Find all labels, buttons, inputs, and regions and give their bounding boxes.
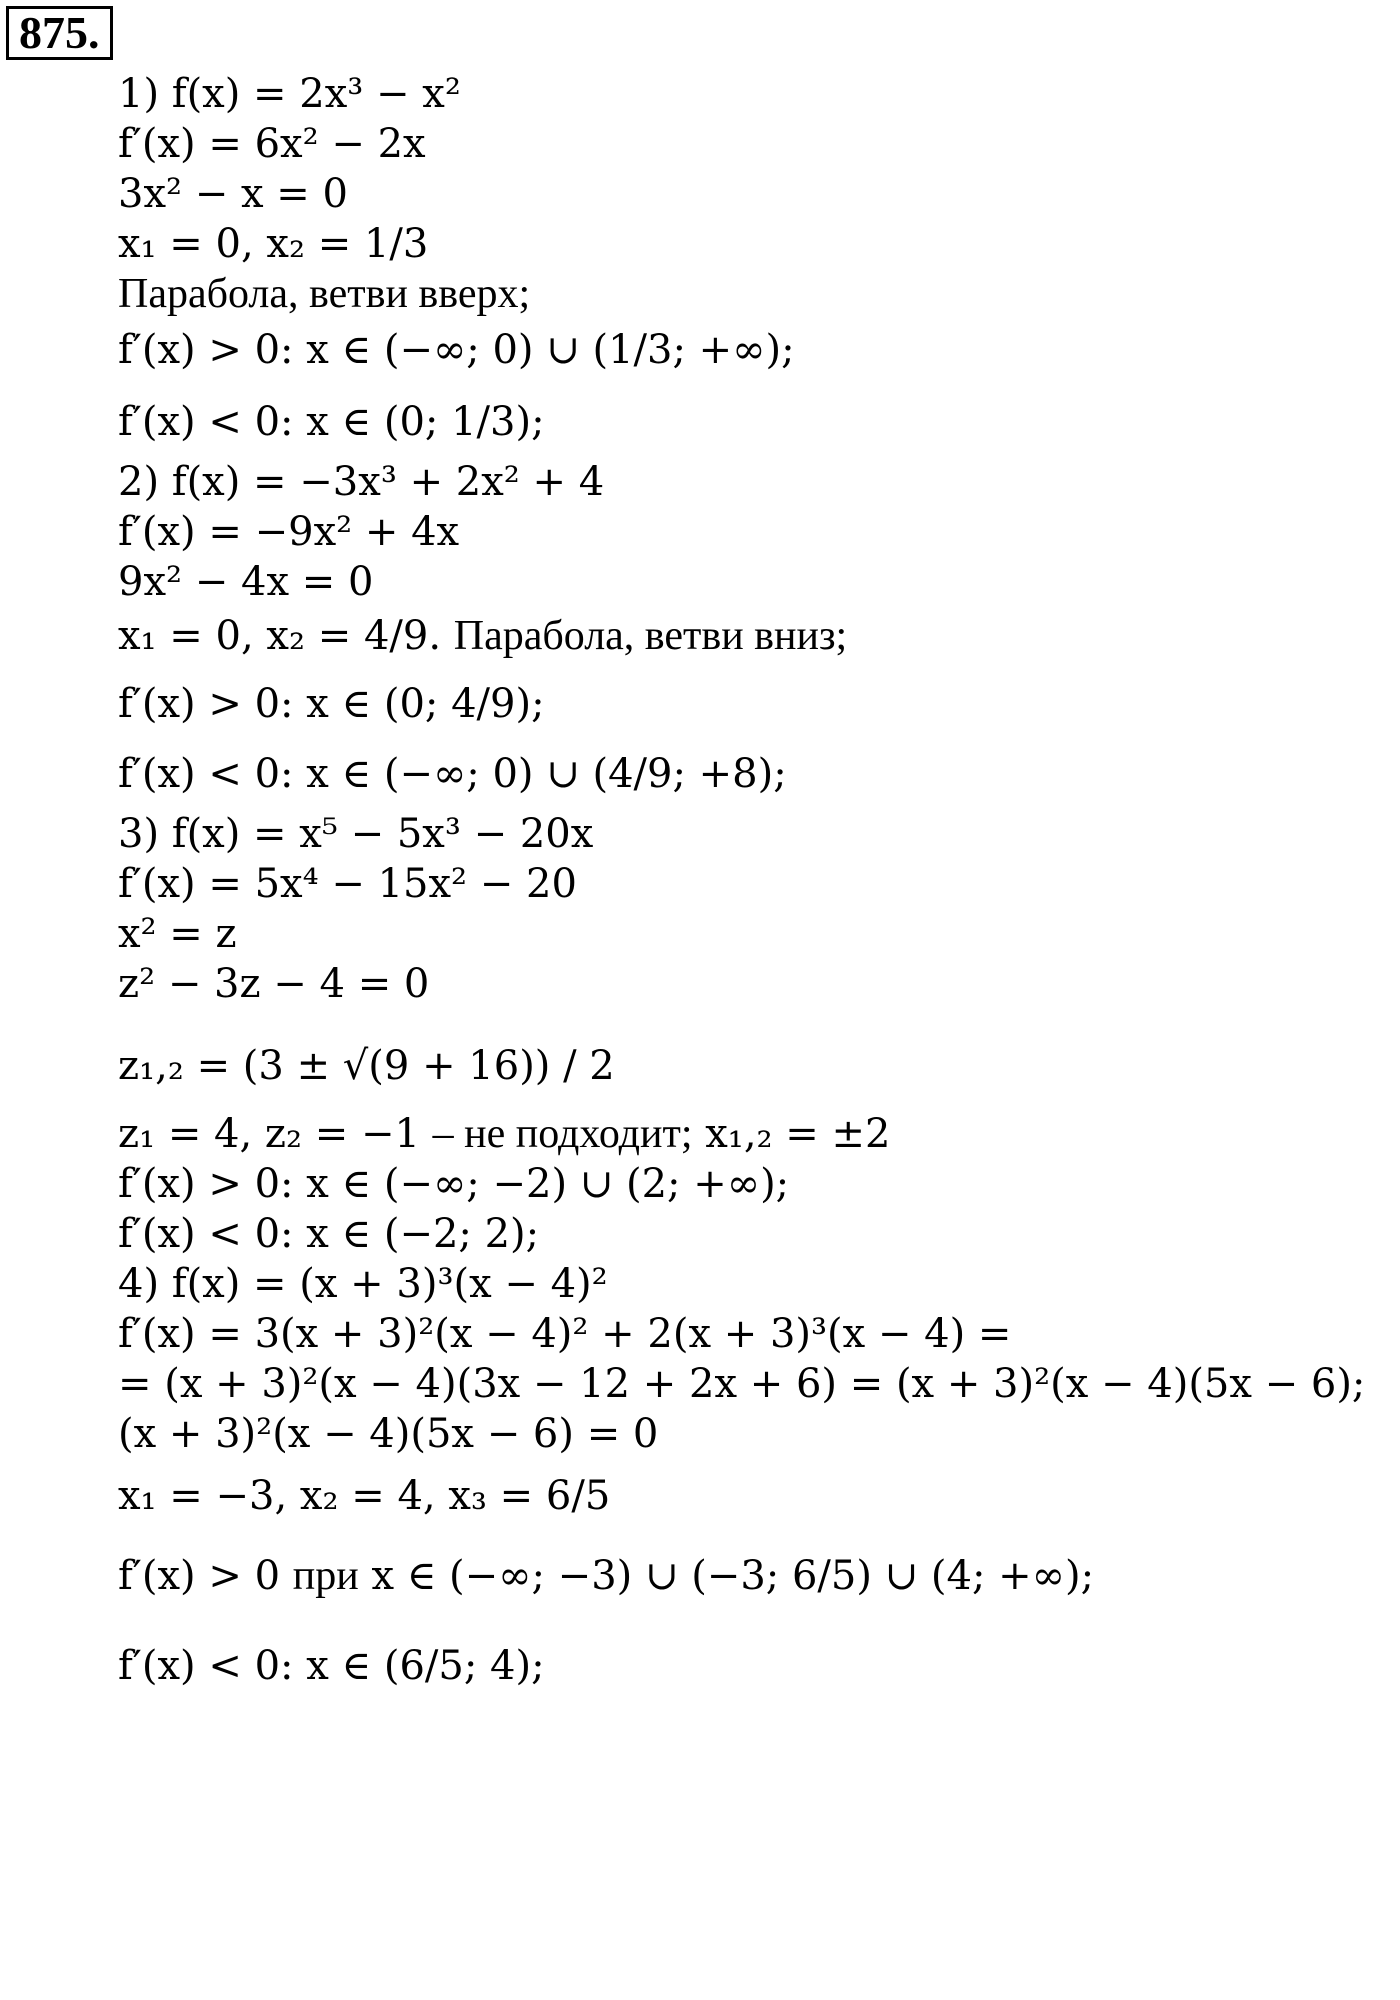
line-27-text: при xyxy=(292,1553,359,1599)
line-2: f′(x) = 6x² − 2x xyxy=(118,121,426,167)
line-23: f′(x) = 3(x + 3)²(x − 4)² + 2(x + 3)³(x − 4) = xyxy=(118,1311,1012,1357)
line-19 xyxy=(118,1108,890,1160)
line-5: Парабола, ветви вверх; xyxy=(118,271,531,317)
line-16: x² = z xyxy=(118,911,237,957)
line-14: 3) f(x) = x⁵ − 5x³ − 20x xyxy=(118,811,594,857)
line-3: 3x² − x = 0 xyxy=(118,171,348,217)
line-24: = (x + 3)²(x − 4)(3x − 12 + 2x + 6) = (x + 3)²(x − 4)(5x − 6); xyxy=(118,1361,1366,1407)
line-13: f′(x) < 0: x ∈ (−∞; 0) ∪ (4/9; +8); xyxy=(118,751,787,797)
line-18: z₁,₂ = (3 ± √(9 + 16)) / 2 xyxy=(118,1043,615,1089)
line-17: z² − 3z − 4 = 0 xyxy=(118,961,430,1007)
line-8: 2) f(x) = −3x³ + 2x² + 4 xyxy=(118,459,605,505)
line-1: 1) f(x) = 2x³ − x² xyxy=(118,71,461,117)
line-11 xyxy=(118,610,847,662)
line-20: f′(x) > 0: x ∈ (−∞; −2) ∪ (2; +∞); xyxy=(118,1161,790,1207)
line-25: (x + 3)²(x − 4)(5x − 6) = 0 xyxy=(118,1411,659,1457)
line-6: f′(x) > 0: x ∈ (−∞; 0) ∪ (1/3; +∞); xyxy=(118,327,795,373)
line-28: f′(x) < 0: x ∈ (6/5; 4); xyxy=(118,1643,545,1689)
line-15: f′(x) = 5x⁴ − 15x² − 20 xyxy=(118,861,577,907)
line-7: f′(x) < 0: x ∈ (0; 1/3); xyxy=(118,399,545,445)
line-11-text: Парабола, ветви вниз; xyxy=(453,613,848,659)
line-21: f′(x) < 0: x ∈ (−2; 2); xyxy=(118,1211,540,1257)
line-19-math: z₁ = 4, z₂ = −1 xyxy=(118,1111,420,1157)
line-19-math-2: x₁,₂ = ±2 xyxy=(705,1111,891,1157)
line-4: x₁ = 0, x₂ = 1/3 xyxy=(118,221,429,267)
line-26: x₁ = −3, x₂ = 4, x₃ = 6/5 xyxy=(118,1473,611,1519)
line-27-math-2: x ∈ (−∞; −3) ∪ (−3; 6/5) ∪ (4; +∞); xyxy=(371,1553,1095,1599)
line-11-math: x₁ = 0, x₂ = 4/9. xyxy=(118,613,442,659)
line-12: f′(x) > 0: x ∈ (0; 4/9); xyxy=(118,681,545,727)
line-10: 9x² − 4x = 0 xyxy=(118,559,374,605)
line-27-math: f′(x) > 0 xyxy=(118,1553,281,1599)
line-22: 4) f(x) = (x + 3)³(x − 4)² xyxy=(118,1261,608,1307)
line-27 xyxy=(118,1550,1094,1602)
line-9: f′(x) = −9x² + 4x xyxy=(118,509,460,555)
problem-number: 875. xyxy=(6,6,113,60)
line-19-text: – не подходит; xyxy=(432,1111,693,1157)
